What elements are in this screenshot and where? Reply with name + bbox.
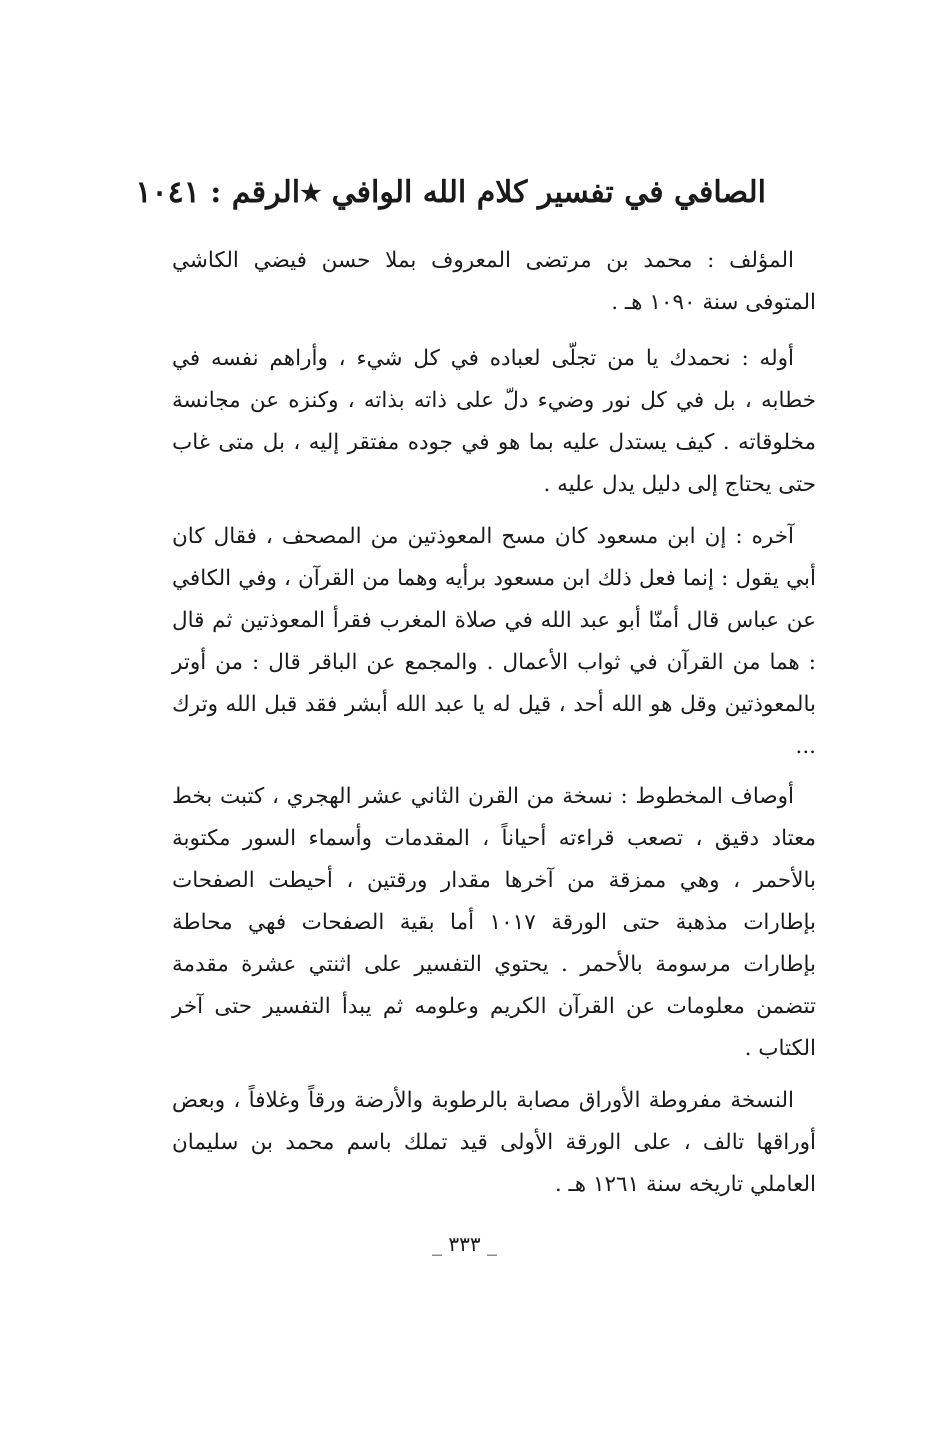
ending-paragraph: آخره : إن ابن مسعود كان مسح المعوذتين من المصحف ، فقال كان أبي يقول : إنما فعل ذلك ابن مسعود برأيه وهما من القرآن ، وفي الكافي عن عباس قال أمنّا أبو عبد الله في صلاة المغرب فقرأ المعوذتين ثم قال : هما من القرآن في ثواب الأعمال . والمجمع عن الباقر قال : من أوتر بالمعوذتين وقل هو الله أحد ، قيل له يا عبد الله أبشر فقد قبل الله وترك ...	[172, 524, 816, 759]
entry-number: الرقم : ١٠٤١	[135, 175, 301, 210]
condition-section	[172, 1080, 816, 1206]
entry-header	[135, 168, 766, 218]
description-paragraph: أوصاف المخطوط : نسخة من القرن الثاني عشر الهجري ، كتبت بخط معتاد دقيق ، تصعب قراءته أحياناً ، المقدمات وأسماء السور مكتوبة بالأحمر ، وهي ممزقة من آخرها مقدار ورقتين ، أحيطت الصفحات بإطارات مذهبة حتى الورقة ١٠١٧ أما بقية الصفحات فهي محاطة بإطارات مرسومة بالأحمر . يحتوي التفسير على اثنتي عشرة مقدمة تتضمن معلومات عن القرآن الكريم وعلومه ثم يبدأ التفسير حتى آخر الكتاب .	[172, 784, 816, 1061]
condition-paragraph: النسخة مفروطة الأوراق مصابة بالرطوبة والأرضة ورقاً وغلافاً ، وبعض أوراقها تالف ، على الورقة الأولى قيد تملك باسم محمد بن سليمان العاملي تاريخه سنة ١٢٦١ هـ .	[172, 1088, 816, 1197]
page-number: _ ٣٣٣ _	[432, 1232, 497, 1256]
beginning-paragraph: أوله : نحمدك يا من تجلّى لعباده في كل شيء ، وأراهم نفسه في خطابه ، بل في كل نور وضيء دلّ على ذاته بذاته ، وكنزه عن مجانسة مخلوقاته . كيف يستدل عليه بما هو في جوده مفتقر إليه ، بل متى غاب حتى يحتاج إلى دليل يدل عليه .	[172, 346, 816, 497]
entry-title: الصافي في تفسير كلام الله الوافي	[331, 175, 766, 210]
author-paragraph: المؤلف : محمد بن مرتضى المعروف بملا حسن فيضي الكاشي المتوفى سنة ١٠٩٠ هـ .	[172, 248, 816, 315]
star-icon: ★	[300, 178, 322, 207]
description-section	[172, 776, 816, 1070]
beginning-section	[172, 338, 816, 506]
author-section	[172, 240, 816, 324]
ending-section	[172, 516, 816, 768]
